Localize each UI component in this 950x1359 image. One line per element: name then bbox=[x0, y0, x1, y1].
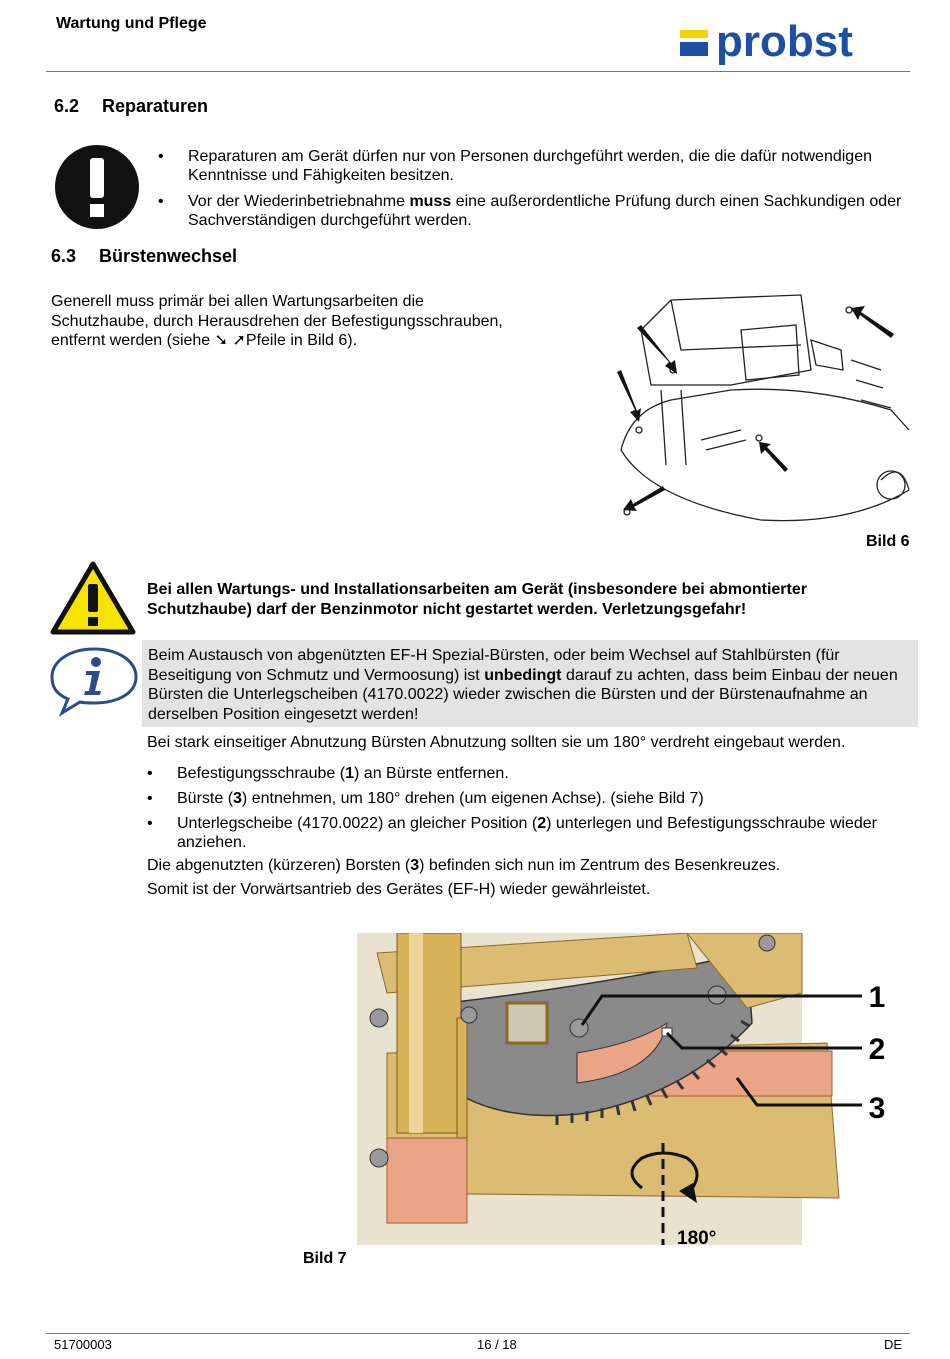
list-item: • Bürste (3) entnehmen, um 180° drehen (um eigenen Achse). (siehe Bild 7) bbox=[147, 790, 704, 807]
intro-paragraph: Generell muss primär bei allen Wartungsarbeiten die Schutzhaube, durch Herausdrehen der Befestigungsschrauben, entfernt werden (siehe ➘ ➚Pfeile in Bild 6). bbox=[51, 293, 503, 349]
wear-note: Bei stark einseitiger Abnutzung Bürsten Abnutzung sollten sie um 180° verdreht eingebaut werden. bbox=[147, 734, 846, 751]
exclamation-icon bbox=[54, 144, 140, 230]
text-segment: Reparaturen am Gerät dürfen nur von Personen durchgeführt werden, die die dafür notwendigen Kenntnisse und Fähigkeiten besitzen. bbox=[188, 148, 872, 184]
bold-text: unbedingt bbox=[484, 666, 562, 684]
figure-7-label-1: 1 bbox=[868, 981, 886, 1014]
text-segment: ) unterlegen und Befestigungsschraube wieder anziehen. bbox=[177, 815, 878, 851]
footer-doc-number: 51700003 bbox=[54, 1337, 112, 1352]
header-title: Wartung und Pflege bbox=[56, 15, 207, 32]
probst-logo bbox=[680, 20, 906, 68]
warning-text: Bei allen Wartungs- und Installationsarbeiten am Gerät (insbesondere bei abmontierter Schutzhaube) darf der Benzinmotor nicht gestartet werden. Verletzungsgefahr! bbox=[147, 581, 807, 618]
text-segment: Vor der Wiederinbetriebnahme bbox=[188, 193, 410, 210]
text-segment: ) befinden sich nun im Zentrum des Besenkreuzes. bbox=[419, 857, 781, 874]
footer-language: DE bbox=[884, 1337, 903, 1352]
text-segment: darauf zu achten, dass beim Einbau der neuen Bürsten die Unterlegscheiben (4170.0022) wieder zwischen die Bürsten und der Bürstenaufnahme an derselben Position eingesetzt werden! bbox=[148, 666, 898, 723]
text-segment: Unterlegscheibe (4170.0022) an gleicher Position ( bbox=[177, 815, 538, 832]
text-segment: ) entnehmen, um 180° drehen (um eigenen Achse). (siehe Bild 7) bbox=[241, 790, 704, 807]
text-segment: Befestigungsschraube ( bbox=[177, 765, 346, 782]
text-segment: Die abgenutzten (kürzeren) Borsten ( bbox=[147, 857, 411, 874]
logo-text: probst bbox=[716, 20, 853, 66]
bold-text: 1 bbox=[345, 765, 355, 782]
footer-page-number: 16 / 18 bbox=[477, 1337, 517, 1352]
info-icon bbox=[48, 645, 140, 717]
figure-7-rotation-label: 180° bbox=[677, 1228, 717, 1248]
list-item: • Reparaturen am Gerät dürfen nur von Personen durchgeführt werden, die die dafür notwendigen Kenntnisse und Fähigkeiten besitzen. bbox=[158, 148, 872, 184]
header-divider bbox=[46, 71, 910, 72]
info-box bbox=[142, 640, 918, 727]
text-segment: Bürste ( bbox=[177, 790, 234, 807]
bold-text: muss bbox=[409, 193, 452, 210]
figure-7-image bbox=[357, 933, 905, 1248]
figure-7-label-3: 3 bbox=[868, 1092, 886, 1125]
list-item: • Vor der Wiederinbetriebnahme muss eine außerordentliche Prüfung durch einen Sachkundigen oder Sachverständigen durchgeführt werden. bbox=[158, 193, 902, 229]
bold-text: 3 bbox=[233, 790, 242, 807]
section-6-3-heading: 6.3 Bürstenwechsel bbox=[51, 246, 238, 266]
text-segment: ) an Bürste entfernen. bbox=[354, 765, 509, 782]
text-segment: eine außerordentliche Prüfung durch einen Sachkundigen oder Sachverständigen durchgeführt werden. bbox=[188, 193, 902, 229]
figure-7-label-2: 2 bbox=[868, 1033, 886, 1066]
figure-6-image bbox=[611, 290, 911, 528]
bold-text: 3 bbox=[410, 857, 420, 874]
section-6-2-heading: 6.2 Reparaturen bbox=[54, 96, 209, 116]
list-item: • Unterlegscheibe (4170.0022) an gleicher Position (2) unterlegen und Befestigungsschraube wieder anziehen. bbox=[147, 815, 878, 851]
list-item: • Befestigungsschraube (1) an Bürste entfernen. bbox=[147, 765, 509, 782]
text-segment: Beim Austausch von abgenützten EF-H Spezial-Bürsten, oder beim Wechsel auf Stahlbürsten (für Beseitigung von Schmutz und Vermoosung) ist bbox=[148, 647, 840, 684]
bold-text: 2 bbox=[537, 815, 547, 832]
after-paragraph-2: Somit ist der Vorwärtsantrieb des Gerätes (EF-H) wieder gewährleistet. bbox=[147, 881, 651, 898]
warning-triangle-icon bbox=[50, 560, 136, 636]
after-paragraph-1 bbox=[147, 856, 917, 876]
figure-6-caption: Bild 6 bbox=[866, 533, 910, 550]
figure-7-caption: Bild 7 bbox=[303, 1250, 347, 1267]
footer-divider bbox=[46, 1333, 910, 1334]
